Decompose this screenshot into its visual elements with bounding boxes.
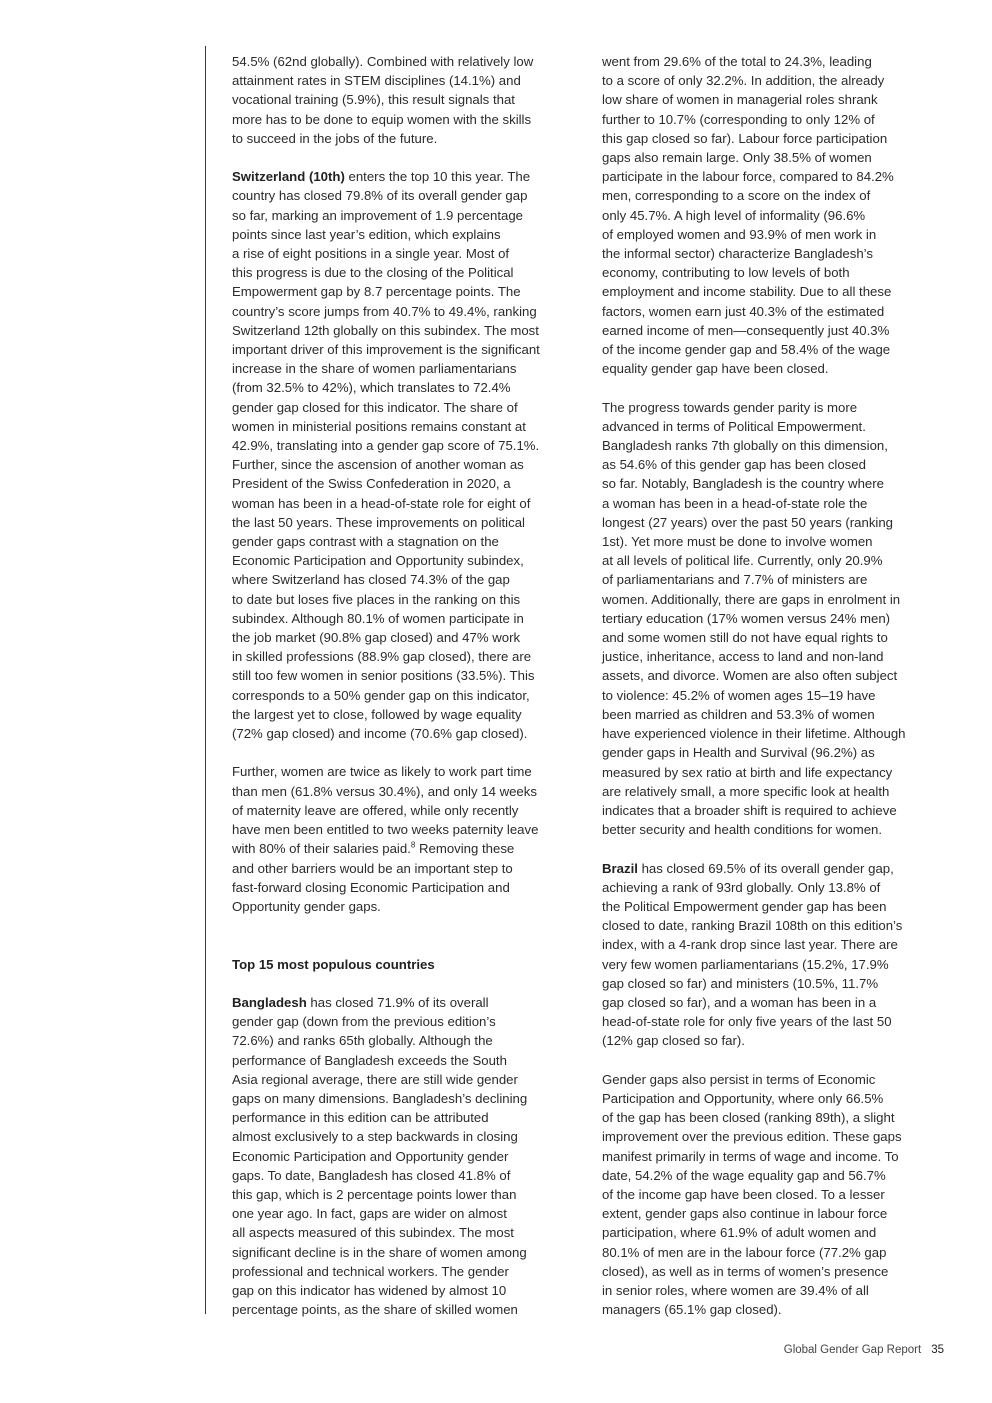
- text-line: in skilled professions (88.9% gap closed), there are: [232, 649, 532, 665]
- footnote-marker[interactable]: 8: [410, 840, 416, 850]
- text-line: gaps on many dimensions. Bangladesh’s declining: [232, 1090, 528, 1106]
- text-line: gap on this indicator has widened by almost 10: [232, 1282, 507, 1298]
- text-line: almost exclusively to a step backwards in closing: [232, 1129, 518, 1145]
- text-line: 42.9%, translating into a gender gap score of 75.1%.: [232, 438, 540, 454]
- text-line: been married as children and 53.3% of women: [602, 706, 875, 722]
- text-line: Asia regional average, there are still wide gender: [232, 1071, 518, 1087]
- text-line: 80.1% of men are in the labour force (77.2% gap: [602, 1244, 887, 1260]
- text-line: gaps also remain large. Only 38.5% of women: [602, 150, 872, 166]
- text-line: a woman has been in a head-of-state role the: [602, 495, 868, 511]
- text-line: this gap closed so far). Labour force participation: [602, 130, 888, 146]
- paragraph-brazil-economic: [602, 1070, 952, 1320]
- paragraph-stem-attainment: [232, 52, 582, 148]
- text-line: still too few women in senior positions (33.5%). This: [232, 668, 535, 684]
- text-line: manifest primarily in terms of wage and income. To: [602, 1148, 899, 1164]
- text-line: men, corresponding to a score on the index of: [602, 188, 871, 204]
- page-number: 35: [931, 1344, 944, 1356]
- text-line: Participation and Opportunity, where only 66.5%: [602, 1090, 884, 1106]
- text-line: subindex. Although 80.1% of women participate in: [232, 610, 524, 626]
- text-line: this progress is due to the closing of the Political: [232, 265, 514, 281]
- text-line: Switzerland 12th globally on this subindex. The most: [232, 322, 539, 338]
- text-line: have men been entitled to two weeks paternity leave: [232, 822, 539, 838]
- text-line: country has closed 79.8% of its overall gender gap: [232, 188, 528, 204]
- paragraph-bangladesh: [232, 993, 582, 1319]
- text-line: extent, gender gaps also continue in labour force: [602, 1206, 888, 1222]
- text-line: corresponds to a 50% gender gap on this indicator,: [232, 687, 530, 703]
- text-line: The progress towards gender parity is more: [602, 399, 858, 415]
- text-line: the job market (90.8% gap closed) and 47% work: [232, 630, 521, 646]
- text-line: to violence: 45.2% of women ages 15–19 have: [602, 687, 876, 703]
- text-line: Further, since the ascension of another woman as: [232, 457, 524, 473]
- text-line: [232, 993, 582, 1012]
- text-line: (12% gap closed so far).: [602, 1033, 745, 1049]
- text-line: all aspects measured of this subindex. The most: [232, 1225, 514, 1241]
- text-line: factors, women earn just 40.3% of the estimated: [602, 303, 885, 319]
- paragraph-bangladesh-political: [602, 398, 952, 840]
- text-line: assets, and divorce. Women are also often subject: [602, 668, 898, 684]
- country-lead-brazil: Brazil: [602, 860, 638, 876]
- text-line: Economic Participation and Opportunity gender: [232, 1148, 509, 1164]
- text-line: significant decline is in the share of women among: [232, 1244, 527, 1260]
- text-line: participate in the labour force, compared to 84.2%: [602, 169, 894, 185]
- text-line: President of the Swiss Confederation in 2020, a: [232, 476, 511, 492]
- paragraph-switzerland: [232, 167, 582, 743]
- text-line: managers (65.1% gap closed).: [602, 1302, 782, 1318]
- text-line: the last 50 years. These improvements on political: [232, 514, 525, 530]
- text-line: Opportunity gender gaps.: [232, 898, 381, 914]
- text-line: earned income of men—consequently just 40.3%: [602, 322, 890, 338]
- text-line: women. Additionally, there are gaps in enrolment in: [602, 591, 901, 607]
- text-line: women in ministerial positions remains constant at: [232, 418, 526, 434]
- left-text-column: [232, 52, 582, 1319]
- text-line: measured by sex ratio at birth and life expectancy: [602, 764, 893, 780]
- text-line: have experienced violence in their lifetime. Although: [602, 726, 906, 742]
- text-line: justice, inheritance, access to land and non-land: [602, 649, 884, 665]
- text-line: went from 29.6% of the total to 24.3%, leading: [602, 54, 872, 69]
- text-line: longest (27 years) over the past 50 years (ranking: [602, 514, 894, 530]
- text-line: where Switzerland has closed 74.3% of the gap: [232, 572, 510, 588]
- text-line: of employed women and 93.9% of men work in: [602, 226, 877, 242]
- text-line: one year ago. In fact, gaps are wider on almost: [232, 1206, 507, 1222]
- text-line: 54.5% (62nd globally). Combined with relatively low: [232, 54, 534, 69]
- text-line: index, with a 4-rank drop since last year. There are: [602, 937, 898, 953]
- text-line: indicates that a broader shift is required to achieve: [602, 802, 897, 818]
- text-line: 72.6%) and ranks 65th globally. Although the: [232, 1033, 493, 1049]
- text-line: as 54.6% of this gender gap has been closed: [602, 457, 866, 473]
- text-line: improvement over the previous edition. These gaps: [602, 1129, 902, 1145]
- text-line: of maternity leave are offered, while only recently: [232, 802, 519, 818]
- text-line: so far, marking an improvement of 1.9 percentage: [232, 207, 524, 223]
- text-line: gender gap closed for this indicator. The share of: [232, 399, 518, 415]
- country-lead-bangladesh: Bangladesh: [232, 994, 307, 1010]
- text-line: gap closed so far), and a woman has been in a: [602, 994, 877, 1010]
- text-line: (from 32.5% to 42%), which translates to 72.4%: [232, 380, 511, 396]
- text-line: important driver of this improvement is the significant: [232, 342, 540, 358]
- text-line: gap closed so far) and ministers (10.5%, 11.7%: [602, 975, 879, 991]
- text-line: [232, 167, 582, 186]
- text-line: Bangladesh ranks 7th globally on this dimension,: [602, 438, 888, 454]
- text-line: Gender gaps also persist in terms of Economic: [602, 1071, 876, 1087]
- text-line: to date but loses five places in the ranking on this: [232, 591, 521, 607]
- text-line: tertiary education (17% women versus 24% men): [602, 610, 891, 626]
- text-fragment: enters the top 10 this year. The: [344, 169, 531, 185]
- text-line: gender gap (down from the previous edition’s: [232, 1014, 496, 1030]
- text-line: participation, where 61.9% of adult women and: [602, 1225, 877, 1241]
- text-line: increase in the share of women parliamentarians: [232, 361, 517, 377]
- text-line: further to 10.7% (corresponding to only 12% of: [602, 111, 875, 127]
- text-line: woman has been in a head-of-state role for eight of: [232, 495, 531, 511]
- text-line: performance in this edition can be attributed: [232, 1110, 489, 1126]
- text-line: [232, 839, 582, 858]
- text-line: very few women parliamentarians (15.2%, 17.9%: [602, 956, 889, 972]
- text-line: of parliamentarians and 7.7% of ministers are: [602, 572, 868, 588]
- text-line: in senior roles, where women are 39.4% of all: [602, 1282, 869, 1298]
- text-line: of the gap has been closed (ranking 89th), a slight: [602, 1110, 895, 1126]
- text-line: country’s score jumps from 40.7% to 49.4%, ranking: [232, 303, 537, 319]
- section-spacer: [232, 916, 582, 954]
- text-line: this gap, which is 2 percentage points lower than: [232, 1186, 517, 1202]
- text-line: head-of-state role for only five years of the last 50: [602, 1014, 892, 1030]
- text-line: low share of women in managerial roles shrank: [602, 92, 878, 108]
- section-heading: Top 15 most populous countries: [232, 956, 435, 972]
- text-line: a rise of eight positions in a single year. Most of: [232, 246, 510, 262]
- text-line: date, 54.2% of the wage equality gap and 56.7%: [602, 1167, 886, 1183]
- text-line: Economic Participation and Opportunity subindex,: [232, 553, 524, 569]
- text-line: the informal sector) characterize Bangladesh’s: [602, 246, 873, 262]
- text-line: fast-forward closing Economic Participation and: [232, 879, 510, 895]
- text-line: gaps. To date, Bangladesh has closed 41.8% of: [232, 1167, 511, 1183]
- text-line: better security and health conditions for women.: [602, 822, 883, 838]
- text-fragment: has closed 69.5% of its overall gender gap,: [637, 860, 894, 876]
- text-line: vocational training (5.9%), this result signals that: [232, 92, 515, 108]
- column-divider-rule: [205, 46, 206, 1314]
- paragraph-bangladesh-economy: [602, 52, 952, 378]
- text-line: and other barriers would be an important step to: [232, 860, 513, 876]
- paragraph-switzerland-part-time: [232, 762, 582, 916]
- text-line: to succeed in the jobs of the future.: [232, 130, 438, 146]
- text-line: achieving a rank of 93rd globally. Only 13.8% of: [602, 879, 881, 895]
- page-footer: [784, 1344, 944, 1356]
- text-line: closed to date, ranking Brazil 108th on this edition’s: [602, 918, 903, 934]
- text-line: gender gaps in Health and Survival (96.2%) as: [602, 745, 875, 761]
- text-fragment: with 80% of their salaries paid.: [232, 841, 411, 857]
- text-line: economy, contributing to low levels of both: [602, 265, 850, 281]
- text-line: gender gaps contrast with a stagnation on the: [232, 534, 499, 550]
- footer-report-title: Global Gender Gap Report: [783, 1344, 922, 1356]
- text-line: equality gender gap have been closed.: [602, 361, 829, 377]
- paragraph-brazil: [602, 859, 952, 1051]
- text-fragment: has closed 71.9% of its overall: [306, 994, 489, 1010]
- text-line: (72% gap closed) and income (70.6% gap closed).: [232, 726, 528, 742]
- text-line: more has to be done to equip women with the skills: [232, 111, 532, 127]
- text-line: the Political Empowerment gender gap has been: [602, 898, 887, 914]
- text-line: so far. Notably, Bangladesh is the country where: [602, 476, 884, 492]
- text-line: advanced in terms of Political Empowerment.: [602, 418, 866, 434]
- text-line: [602, 859, 952, 878]
- text-line: at all levels of political life. Currently, only 20.9%: [602, 553, 883, 569]
- text-line: closed), as well as in terms of women’s presence: [602, 1263, 889, 1279]
- text-line: employment and income stability. Due to all these: [602, 284, 892, 300]
- text-line: and some women still do not have equal rights to: [602, 630, 888, 646]
- text-line: professional and technical workers. The gender: [232, 1263, 509, 1279]
- text-fragment: Removing these: [415, 841, 515, 857]
- text-line: the largest yet to close, followed by wage equality: [232, 706, 522, 722]
- right-text-column: [602, 52, 952, 1319]
- text-line: than men (61.8% versus 30.4%), and only 14 weeks: [232, 783, 537, 799]
- text-line: to a score of only 32.2%. In addition, the already: [602, 73, 885, 89]
- text-line: of the income gap have been closed. To a lesser: [602, 1186, 885, 1202]
- text-line: performance of Bangladesh exceeds the South: [232, 1052, 507, 1068]
- text-line: of the income gender gap and 58.4% of the wage: [602, 342, 891, 358]
- text-line: Empowerment gap by 8.7 percentage points. The: [232, 284, 521, 300]
- country-lead-switzerland: Switzerland (10th): [232, 169, 345, 185]
- text-line: are relatively small, a more specific look at health: [602, 783, 890, 799]
- text-line: points since last year’s edition, which explains: [232, 226, 501, 242]
- text-line: percentage points, as the share of skilled women: [232, 1302, 518, 1318]
- text-line: 1st). Yet more must be done to involve women: [602, 534, 873, 550]
- text-line: attainment rates in STEM disciplines (14.1%) and: [232, 73, 521, 89]
- text-line: Further, women are twice as likely to work part time: [232, 764, 532, 780]
- text-line: only 45.7%. A high level of informality (96.6%: [602, 207, 866, 223]
